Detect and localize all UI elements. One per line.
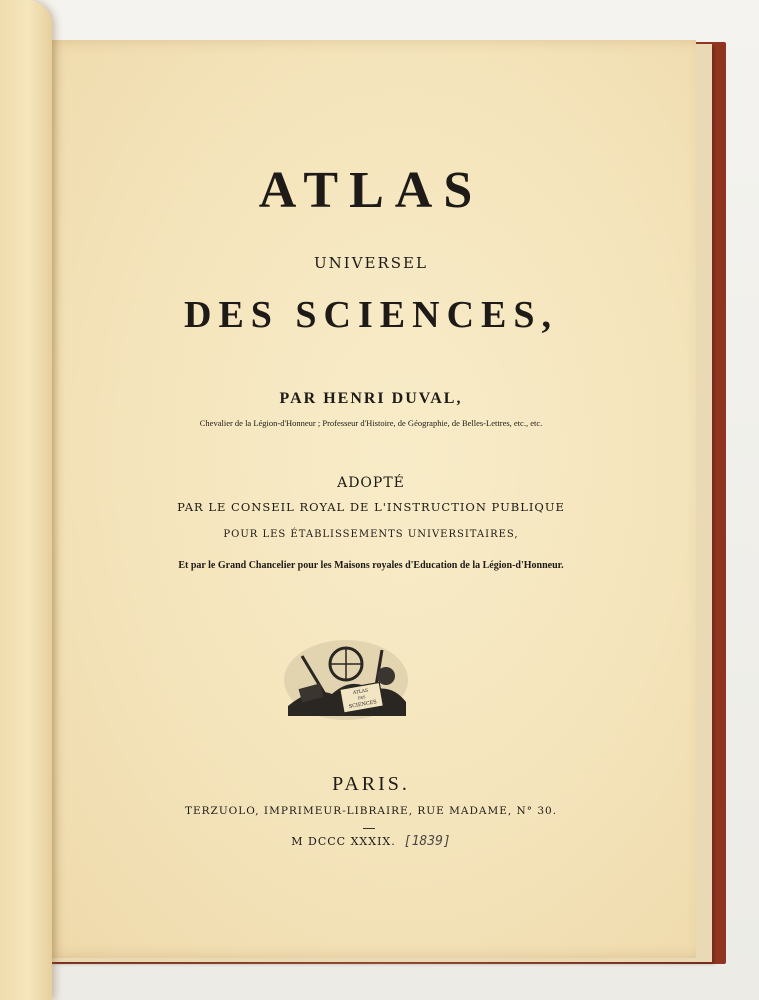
scientific-instruments-vignette-icon xyxy=(282,636,410,722)
publication-city: PARIS. xyxy=(332,773,410,795)
subtitle-universel: UNIVERSEL xyxy=(314,254,428,272)
adoption-heading: ADOPTÉ xyxy=(337,475,405,491)
adoption-conseil: PAR LE CONSEIL ROYAL DE L'INSTRUCTION PUBLIQUE xyxy=(177,500,565,514)
main-title: ATLAS xyxy=(258,162,484,219)
year-roman: M DCCC XXXIX. xyxy=(291,835,396,848)
vignette-book-label-3: SCIENCES xyxy=(348,699,378,710)
adoption-chancelier: Et par le Grand Chancelier pour les Maisons royales d'Education de la Légion-d'Honneur. xyxy=(178,560,564,571)
year-row xyxy=(46,834,696,849)
title-page-content xyxy=(46,40,696,958)
year-annotation: [1839] xyxy=(403,834,451,849)
adoption-etablissements: POUR LES ÉTABLISSEMENTS UNIVERSITAIRES, xyxy=(223,529,519,540)
vignette-book-label-2: DES xyxy=(357,695,366,701)
author-line: PAR HENRI DUVAL, xyxy=(279,390,463,407)
author-titles: Chevalier de la Légion-d'Honneur ; Professeur d'Histoire, de Géographie, de Belles-Lettres, etc., etc. xyxy=(199,418,543,428)
flyleaf-page-edge xyxy=(0,0,52,1000)
subtitle-des-sciences: DES SCIENCES, xyxy=(184,294,558,336)
printer-line: TERZUOLO, IMPRIMEUR-LIBRAIRE, RUE MADAME, N° 30. xyxy=(184,805,558,817)
separator-dash xyxy=(363,828,375,829)
vignette-book-label-1: ATLAS xyxy=(352,688,369,697)
